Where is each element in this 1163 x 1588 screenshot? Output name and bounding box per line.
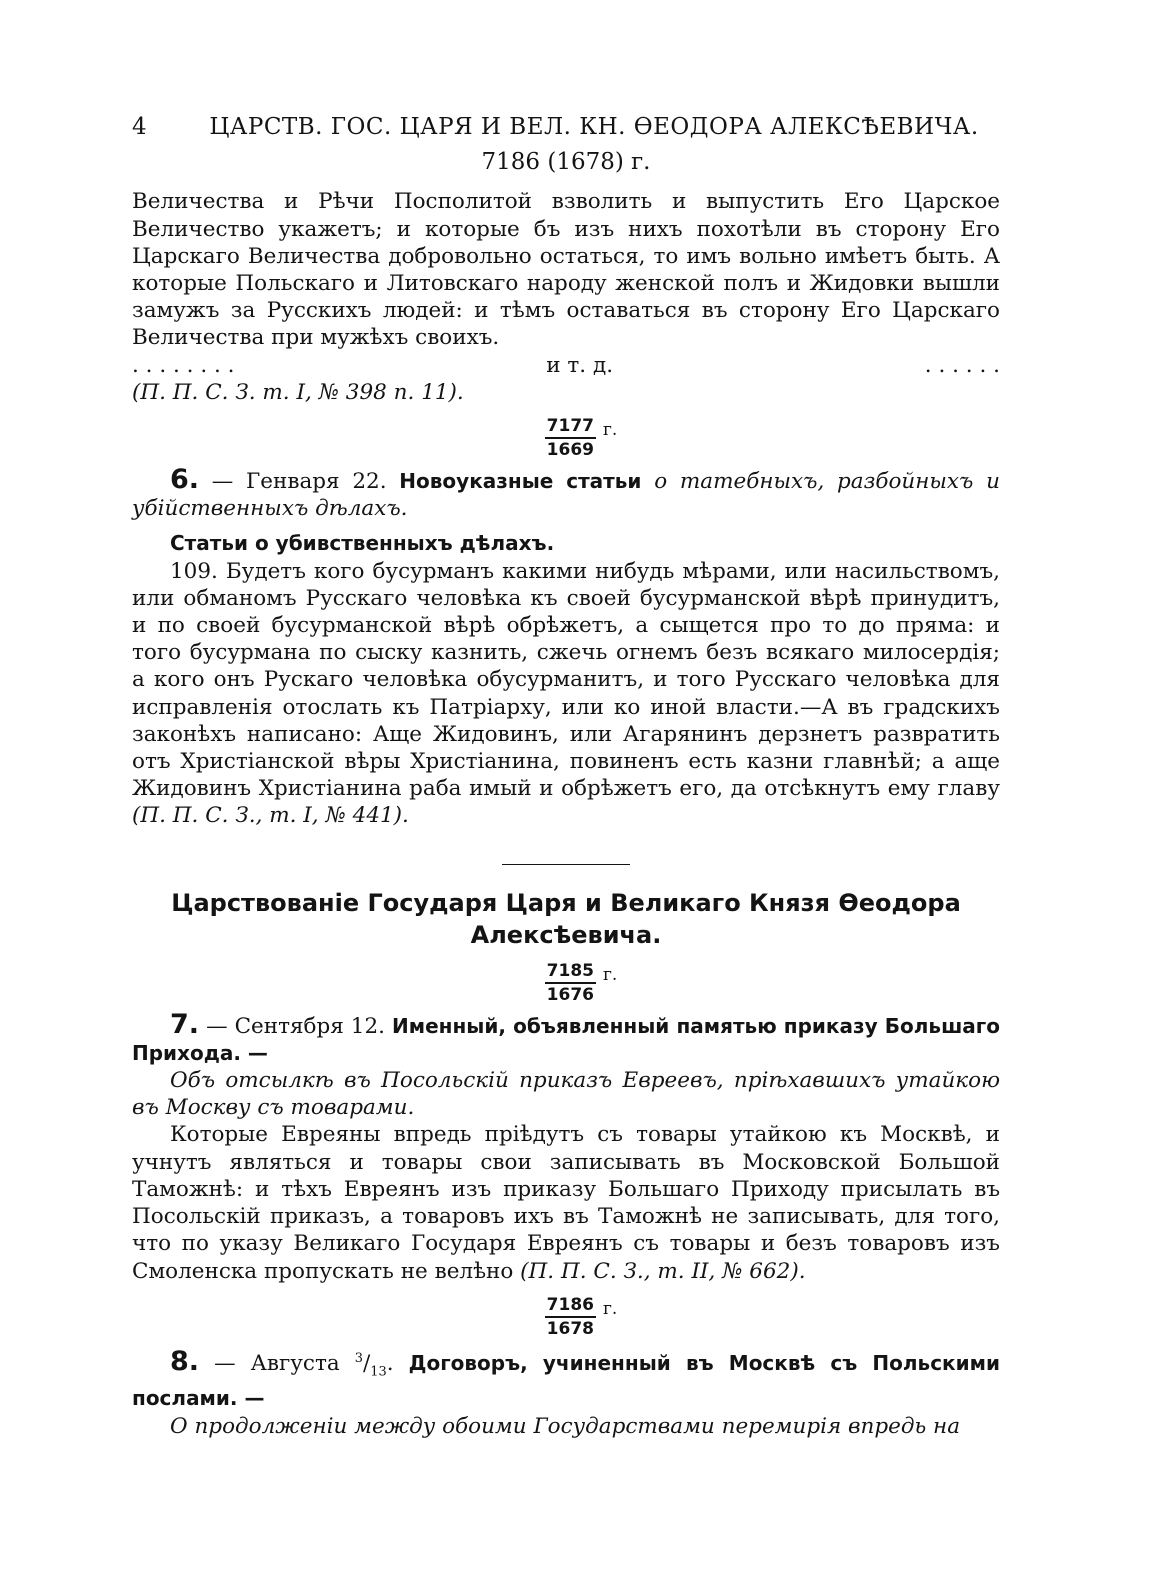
doc-description: Объ отсылкѣ въ Посольскій приказъ Евреевъ, пріѣхавшихъ утайкою въ Москву съ товарами.	[132, 1068, 1000, 1121]
doc-date: — Августа	[214, 1350, 340, 1376]
doc-number: 7.	[170, 1008, 200, 1040]
year-heading-1678	[162, 1295, 1000, 1339]
year-heading-1669	[162, 416, 1000, 460]
year-fraction	[545, 416, 596, 460]
date-subscript: 13	[370, 1364, 387, 1380]
year-heading-1676	[162, 961, 1000, 1005]
doc-title: Именный, объявленный памятью приказу Большаго Прихода. —	[132, 1013, 1000, 1065]
year-suffix: г.	[603, 965, 618, 986]
running-header	[132, 114, 1000, 141]
doc-title: Договоръ, учиненный въ Москвѣ съ Польскими послами. —	[132, 1350, 1001, 1411]
running-title: ЦАРСТВ. ГОС. ЦАРЯ И ВЕЛ. КН. ѲЕОДОРА АЛЕКСѢЕВИЧА.	[209, 114, 979, 140]
doc-body-text: 109. Будетъ кого бусурманъ какими нибудь мѣрами, или насильствомъ, или обманомъ Русскаго человѣка къ своей бусурманской вѣрѣ принудитъ, и по своей бусурманской вѣрѣ обрѣжетъ, а сыщется про то до пряма: и того бусурмана по сыску казнить, сжечь огнемъ безъ всякаго милосердія; а кого онъ Рускаго человѣка обусурманитъ, и того Русскаго человѣка для исправленія отослать къ Патріарху, или ко иной власти.—А въ градскихъ законѣхъ написано: Аще Жидовинъ, или Агарянинъ дерзнетъ развратить отъ Христіанской вѣры Христіанина, повиненъ есть казни главнѣй; а аще Жидовинъ Христіанина раба имый и обрѣжетъ его, да отсѣкнутъ ему главу	[132, 558, 1000, 802]
etc-marker: и т. д.	[546, 352, 614, 378]
year-suffix: г.	[603, 420, 618, 441]
doc-7-body	[132, 1121, 1000, 1284]
doc-8-heading: 8. — Августа $^3/_{13}$. Договоръ, учиненный въ Москвѣ съ Польскими послами. —	[132, 1345, 1001, 1411]
doc-date: — Сентября 12.	[206, 1013, 385, 1039]
section-title: Царствованіе Государя Царя и Великаго Князя Ѳеодора Алексѣевича.	[171, 888, 961, 949]
doc-number: 8.	[170, 1345, 200, 1377]
doc-description: О продолженіи между обоими Государствами перемирія впредь на	[170, 1413, 961, 1439]
doc-reference: (П. П. С. З., т. II, № 662).	[520, 1258, 806, 1284]
intro-continuation	[132, 352, 1000, 379]
date-superscript: 3	[354, 1350, 363, 1366]
year-suffix: г.	[603, 1299, 618, 1320]
year-march: 7186	[545, 1295, 596, 1318]
doc-6-heading	[132, 466, 1000, 522]
year-march: 7177	[545, 416, 596, 439]
doc-6-subheading	[170, 530, 1000, 557]
document-page	[132, 114, 1000, 1440]
doc-number: 6.	[170, 464, 200, 496]
intro-text: Величества и Рѣчи Посполитой взволить и выпустить Его Царское Величество укажетъ; и которые бъ изъ нихъ похотѣли въ сторону Его Царскаго Величества добровольно остаться, то имъ вольно имѣетъ быть. А которые Польскаго и Литовскаго народу женской полъ и Жидовки вышли замужъ за Русскихъ людей: и тѣмъ оставаться въ сторону Его Царскаго Величества при мужѣхъ своихъ.	[132, 189, 1000, 351]
doc-6-body	[132, 558, 1000, 830]
section-divider	[502, 864, 630, 865]
intro-paragraph	[132, 188, 1000, 351]
header-year: 7186 (1678) г.	[481, 149, 651, 176]
intro-reference-line	[132, 379, 1000, 406]
dots-left: . . . . . . . .	[132, 352, 235, 378]
year-fraction	[545, 1295, 596, 1339]
doc-description: о татебныхъ, разбойныхъ и убійственныхъ дѣлахъ.	[132, 469, 1000, 522]
page-number: 4	[132, 114, 148, 140]
year-fraction	[545, 961, 596, 1005]
doc-body-text: Которые Евреяны впредь пріѣдутъ съ товары утайкою къ Москвѣ, и учнутъ являться и товары свои записывать въ Московской Большой Таможнѣ: и тѣхъ Евреянъ изъ приказу Большаго Приходу присылать въ Посольскій приказъ, а товаровъ ихъ въ Таможнѣ не записывать, для того, что по указу Великаго Государя Евреянъ съ товары и безъ товаровъ изъ Смоленска пропускать не велѣно	[132, 1122, 1000, 1284]
doc-reference: (П. П. С. З., т. I, № 441).	[132, 803, 409, 829]
subheading-text: Статьи о убивственныхъ дѣлахъ.	[170, 531, 555, 556]
doc-7-description	[132, 1067, 1000, 1121]
doc-8-description	[132, 1413, 1000, 1440]
year-march: 7185	[545, 961, 596, 984]
year-ad: 1676	[546, 984, 594, 1005]
year-ad: 1678	[546, 1318, 594, 1339]
intro-reference: (П. П. С. З. т. I, № 398 п. 11).	[132, 379, 464, 405]
doc-title: Новоуказные статьи	[399, 469, 642, 494]
doc-date: — Генваря 22.	[211, 469, 387, 495]
dots-right: . . . . . .	[924, 352, 1000, 378]
year-ad: 1669	[546, 440, 594, 461]
doc-7-heading	[132, 1008, 1000, 1067]
